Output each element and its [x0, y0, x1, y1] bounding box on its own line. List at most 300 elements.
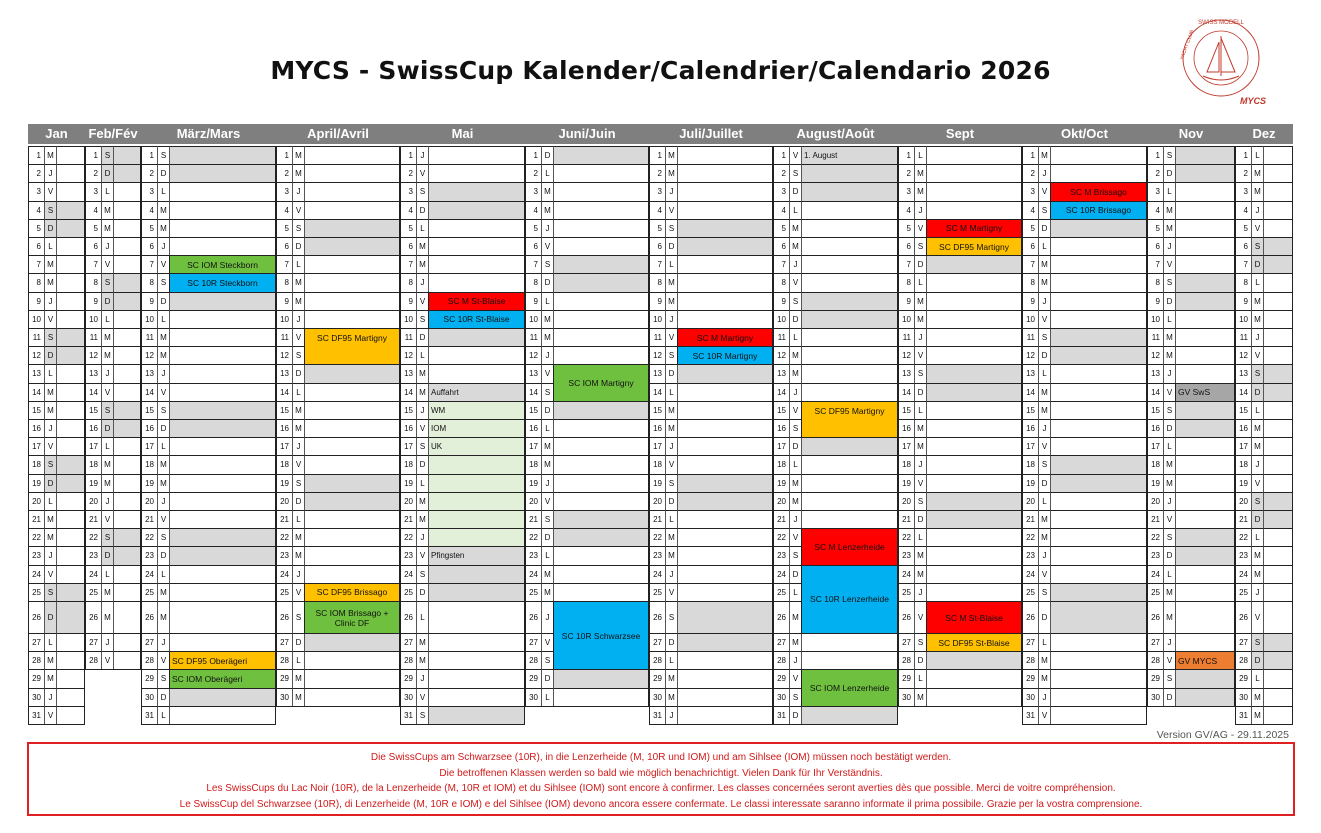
day-event-cell[interactable] — [1263, 310, 1293, 328]
day-event-cell[interactable] — [553, 565, 649, 583]
day-event-cell[interactable] — [169, 237, 276, 255]
day-event-cell[interactable] — [1050, 633, 1147, 651]
day-event-cell[interactable] — [56, 164, 85, 182]
day-event-cell[interactable] — [553, 346, 649, 364]
day-event-cell[interactable] — [56, 346, 85, 364]
event-block[interactable]: SC M Martigny — [677, 328, 773, 347]
day-event-cell[interactable] — [801, 328, 898, 346]
day-event-cell[interactable] — [677, 546, 773, 564]
day-event-cell[interactable] — [304, 255, 400, 273]
day-event-cell[interactable] — [304, 164, 400, 182]
day-event-cell[interactable] — [553, 201, 649, 219]
day-event-cell[interactable] — [304, 510, 400, 528]
day-event-cell[interactable] — [677, 401, 773, 419]
day-event-cell[interactable] — [113, 364, 141, 382]
day-event-cell[interactable] — [428, 474, 525, 492]
event-block[interactable]: SC 10R Brissago — [1050, 201, 1147, 220]
day-event-cell[interactable] — [553, 164, 649, 182]
day-event-cell[interactable] — [1175, 455, 1235, 473]
day-event-cell[interactable] — [304, 633, 400, 651]
day-event-cell[interactable] — [1175, 474, 1235, 492]
day-event-cell[interactable] — [553, 310, 649, 328]
day-event-cell[interactable] — [113, 510, 141, 528]
day-event-cell[interactable] — [113, 201, 141, 219]
day-event-cell[interactable] — [1175, 401, 1235, 419]
day-event-cell[interactable] — [1175, 528, 1235, 546]
day-event-cell[interactable] — [56, 669, 85, 687]
day-event-cell[interactable] — [926, 182, 1022, 200]
day-event-cell[interactable] — [1263, 669, 1293, 687]
day-event-cell[interactable] — [677, 633, 773, 651]
day-event-cell[interactable] — [677, 182, 773, 200]
day-event-cell[interactable] — [1175, 601, 1235, 633]
day-event-cell[interactable] — [677, 510, 773, 528]
event-block[interactable]: SC IOM Lenzerheide — [801, 669, 898, 706]
day-event-cell[interactable] — [926, 401, 1022, 419]
day-event-cell[interactable] — [1175, 633, 1235, 651]
day-event-cell[interactable] — [553, 182, 649, 200]
day-event-cell[interactable] — [1175, 565, 1235, 583]
day-event-cell[interactable] — [801, 292, 898, 310]
day-event-cell[interactable] — [56, 510, 85, 528]
day-event-cell[interactable] — [801, 383, 898, 401]
day-event-cell[interactable] — [113, 651, 141, 669]
day-event-cell[interactable] — [1263, 633, 1293, 651]
event-block[interactable]: SC DF95 Martigny — [926, 237, 1022, 256]
day-event-cell[interactable] — [1175, 219, 1235, 237]
day-event-cell[interactable] — [1050, 706, 1147, 724]
day-event-cell[interactable] — [1175, 146, 1235, 164]
day-event-cell[interactable] — [677, 255, 773, 273]
day-event-cell[interactable] — [553, 455, 649, 473]
day-event-cell[interactable] — [1175, 364, 1235, 382]
day-event-cell[interactable] — [1263, 273, 1293, 291]
day-event-cell[interactable] — [1263, 219, 1293, 237]
day-event-cell[interactable] — [1175, 492, 1235, 510]
day-event-cell[interactable] — [304, 565, 400, 583]
day-event-cell[interactable]: WM — [428, 401, 525, 419]
day-event-cell[interactable] — [1050, 310, 1147, 328]
day-event-cell[interactable] — [926, 292, 1022, 310]
day-event-cell[interactable] — [553, 237, 649, 255]
event-block[interactable]: SC 10R Martigny — [677, 346, 773, 365]
day-event-cell[interactable] — [304, 146, 400, 164]
day-event-cell[interactable] — [56, 401, 85, 419]
day-event-cell[interactable] — [553, 255, 649, 273]
day-event-cell[interactable] — [1263, 706, 1293, 724]
event-block[interactable]: SC M St-Blaise — [428, 292, 525, 311]
day-event-cell[interactable] — [1263, 688, 1293, 706]
day-event-cell[interactable] — [1263, 565, 1293, 583]
day-event-cell[interactable]: 1. August — [801, 146, 898, 164]
day-event-cell[interactable] — [56, 546, 85, 564]
day-event-cell[interactable] — [1175, 255, 1235, 273]
day-event-cell[interactable] — [169, 201, 276, 219]
day-event-cell[interactable] — [56, 364, 85, 382]
day-event-cell[interactable] — [1175, 437, 1235, 455]
day-event-cell[interactable] — [169, 219, 276, 237]
day-event-cell[interactable] — [1263, 201, 1293, 219]
day-event-cell[interactable] — [56, 601, 85, 633]
day-event-cell[interactable] — [677, 565, 773, 583]
day-event-cell[interactable] — [677, 601, 773, 633]
day-event-cell[interactable] — [1050, 328, 1147, 346]
event-block[interactable]: SC M St-Blaise — [926, 601, 1022, 634]
day-event-cell[interactable] — [1263, 164, 1293, 182]
day-event-cell[interactable] — [113, 182, 141, 200]
day-event-cell[interactable] — [304, 651, 400, 669]
event-block[interactable]: SC 10R St-Blaise — [428, 310, 525, 329]
day-event-cell[interactable] — [553, 419, 649, 437]
day-event-cell[interactable] — [428, 601, 525, 633]
day-event-cell[interactable] — [553, 437, 649, 455]
day-event-cell[interactable] — [113, 565, 141, 583]
day-event-cell[interactable] — [304, 364, 400, 382]
day-event-cell[interactable] — [304, 492, 400, 510]
day-event-cell[interactable] — [56, 383, 85, 401]
day-event-cell[interactable] — [169, 633, 276, 651]
day-event-cell[interactable] — [677, 651, 773, 669]
day-event-cell[interactable] — [1175, 182, 1235, 200]
day-event-cell[interactable] — [304, 455, 400, 473]
day-event-cell[interactable] — [169, 364, 276, 382]
day-event-cell[interactable] — [304, 273, 400, 291]
event-block[interactable]: SC DF95 Martigny — [801, 401, 898, 438]
day-event-cell[interactable] — [926, 419, 1022, 437]
day-event-cell[interactable] — [926, 273, 1022, 291]
day-event-cell[interactable] — [428, 182, 525, 200]
day-event-cell[interactable] — [169, 706, 276, 724]
day-event-cell[interactable] — [169, 292, 276, 310]
day-event-cell[interactable] — [113, 528, 141, 546]
day-event-cell[interactable] — [553, 669, 649, 687]
day-event-cell[interactable] — [113, 601, 141, 633]
day-event-cell[interactable] — [169, 328, 276, 346]
day-event-cell[interactable] — [113, 401, 141, 419]
day-event-cell[interactable] — [113, 219, 141, 237]
day-event-cell[interactable] — [1050, 437, 1147, 455]
day-event-cell[interactable] — [677, 364, 773, 382]
day-event-cell[interactable] — [801, 182, 898, 200]
day-event-cell[interactable] — [113, 164, 141, 182]
day-event-cell[interactable] — [113, 328, 141, 346]
day-event-cell[interactable] — [553, 688, 649, 706]
day-event-cell[interactable] — [926, 255, 1022, 273]
day-event-cell[interactable] — [113, 492, 141, 510]
day-event-cell[interactable] — [304, 401, 400, 419]
day-event-cell[interactable] — [113, 346, 141, 364]
day-event-cell[interactable] — [926, 437, 1022, 455]
day-event-cell[interactable] — [926, 164, 1022, 182]
day-event-cell[interactable] — [677, 706, 773, 724]
day-event-cell[interactable] — [304, 437, 400, 455]
day-event-cell[interactable] — [113, 273, 141, 291]
day-event-cell[interactable] — [801, 633, 898, 651]
day-event-cell[interactable] — [1050, 401, 1147, 419]
day-event-cell[interactable] — [169, 492, 276, 510]
day-event-cell[interactable] — [1175, 419, 1235, 437]
day-event-cell[interactable] — [926, 328, 1022, 346]
day-event-cell[interactable] — [926, 688, 1022, 706]
day-event-cell[interactable] — [428, 565, 525, 583]
day-event-cell[interactable] — [304, 219, 400, 237]
day-event-cell[interactable] — [801, 237, 898, 255]
day-event-cell[interactable] — [428, 255, 525, 273]
day-event-cell[interactable] — [1050, 688, 1147, 706]
day-event-cell[interactable] — [113, 383, 141, 401]
event-block[interactable]: SC IOM Martigny — [553, 364, 649, 401]
day-event-cell[interactable] — [169, 401, 276, 419]
day-event-cell[interactable]: Pfingsten — [428, 546, 525, 564]
event-block[interactable]: SC DF95 Oberägeri — [169, 651, 276, 670]
day-event-cell[interactable] — [428, 164, 525, 182]
day-event-cell[interactable] — [553, 292, 649, 310]
day-event-cell[interactable] — [801, 510, 898, 528]
day-event-cell[interactable] — [1050, 651, 1147, 669]
day-event-cell[interactable] — [677, 201, 773, 219]
day-event-cell[interactable] — [1050, 528, 1147, 546]
day-event-cell[interactable] — [677, 310, 773, 328]
day-event-cell[interactable] — [1175, 237, 1235, 255]
day-event-cell[interactable] — [926, 146, 1022, 164]
day-event-cell[interactable] — [677, 437, 773, 455]
day-event-cell[interactable] — [801, 437, 898, 455]
day-event-cell[interactable] — [428, 583, 525, 601]
day-event-cell[interactable] — [1175, 201, 1235, 219]
day-event-cell[interactable] — [169, 601, 276, 633]
day-event-cell[interactable] — [113, 583, 141, 601]
day-event-cell[interactable]: IOM — [428, 419, 525, 437]
day-event-cell[interactable] — [169, 346, 276, 364]
day-event-cell[interactable] — [677, 474, 773, 492]
day-event-cell[interactable] — [56, 237, 85, 255]
event-block[interactable]: SC DF95 St-Blaise — [926, 633, 1022, 652]
day-event-cell[interactable] — [801, 310, 898, 328]
day-event-cell[interactable] — [1263, 182, 1293, 200]
day-event-cell[interactable] — [113, 255, 141, 273]
day-event-cell[interactable] — [926, 310, 1022, 328]
day-event-cell[interactable]: Auffahrt — [428, 383, 525, 401]
day-event-cell[interactable] — [677, 292, 773, 310]
day-event-cell[interactable] — [169, 528, 276, 546]
day-event-cell[interactable] — [801, 492, 898, 510]
day-event-cell[interactable] — [428, 633, 525, 651]
day-event-cell[interactable] — [1050, 255, 1147, 273]
day-event-cell[interactable]: UK — [428, 437, 525, 455]
day-event-cell[interactable] — [1175, 273, 1235, 291]
day-event-cell[interactable] — [56, 310, 85, 328]
day-event-cell[interactable] — [56, 474, 85, 492]
day-event-cell[interactable] — [1263, 383, 1293, 401]
day-event-cell[interactable] — [56, 182, 85, 200]
day-event-cell[interactable] — [553, 546, 649, 564]
day-event-cell[interactable] — [926, 455, 1022, 473]
event-block[interactable]: SC DF95 Martigny — [304, 328, 400, 365]
day-event-cell[interactable] — [1050, 273, 1147, 291]
day-event-cell[interactable] — [169, 164, 276, 182]
day-event-cell[interactable] — [677, 383, 773, 401]
day-event-cell[interactable] — [677, 455, 773, 473]
day-event-cell[interactable] — [428, 688, 525, 706]
event-block[interactable]: GV SwS — [1175, 383, 1235, 402]
day-event-cell[interactable] — [677, 219, 773, 237]
day-event-cell[interactable] — [553, 146, 649, 164]
day-event-cell[interactable] — [428, 364, 525, 382]
day-event-cell[interactable] — [304, 688, 400, 706]
day-event-cell[interactable] — [926, 492, 1022, 510]
day-event-cell[interactable] — [677, 164, 773, 182]
day-event-cell[interactable] — [113, 474, 141, 492]
day-event-cell[interactable] — [56, 688, 85, 706]
day-event-cell[interactable] — [1175, 292, 1235, 310]
day-event-cell[interactable] — [428, 510, 525, 528]
day-event-cell[interactable] — [56, 565, 85, 583]
day-event-cell[interactable] — [169, 437, 276, 455]
day-event-cell[interactable] — [113, 146, 141, 164]
day-event-cell[interactable] — [926, 669, 1022, 687]
day-event-cell[interactable] — [304, 474, 400, 492]
day-event-cell[interactable] — [56, 146, 85, 164]
day-event-cell[interactable] — [1263, 292, 1293, 310]
day-event-cell[interactable] — [1050, 419, 1147, 437]
day-event-cell[interactable] — [1263, 364, 1293, 382]
day-event-cell[interactable] — [169, 146, 276, 164]
day-event-cell[interactable] — [1175, 546, 1235, 564]
day-event-cell[interactable] — [677, 583, 773, 601]
event-block[interactable]: SC M Lenzerheide — [801, 528, 898, 565]
day-event-cell[interactable] — [428, 328, 525, 346]
day-event-cell[interactable] — [926, 510, 1022, 528]
day-event-cell[interactable] — [677, 237, 773, 255]
day-event-cell[interactable] — [1263, 255, 1293, 273]
day-event-cell[interactable] — [1263, 474, 1293, 492]
day-event-cell[interactable] — [1263, 651, 1293, 669]
day-event-cell[interactable] — [801, 164, 898, 182]
day-event-cell[interactable] — [801, 474, 898, 492]
day-event-cell[interactable] — [1263, 437, 1293, 455]
event-block[interactable]: SC IOM Oberägeri — [169, 669, 276, 688]
day-event-cell[interactable] — [56, 255, 85, 273]
day-event-cell[interactable] — [1050, 474, 1147, 492]
event-block[interactable]: SC 10R Steckborn — [169, 273, 276, 292]
day-event-cell[interactable] — [304, 292, 400, 310]
day-event-cell[interactable] — [677, 528, 773, 546]
day-event-cell[interactable] — [428, 146, 525, 164]
day-event-cell[interactable] — [1263, 401, 1293, 419]
day-event-cell[interactable] — [677, 492, 773, 510]
day-event-cell[interactable] — [169, 688, 276, 706]
day-event-cell[interactable] — [56, 292, 85, 310]
day-event-cell[interactable] — [1050, 583, 1147, 601]
day-event-cell[interactable] — [1263, 583, 1293, 601]
day-event-cell[interactable] — [926, 546, 1022, 564]
day-event-cell[interactable] — [169, 474, 276, 492]
day-event-cell[interactable] — [801, 201, 898, 219]
day-event-cell[interactable] — [1050, 510, 1147, 528]
event-block[interactable]: SC M Martigny — [926, 219, 1022, 238]
day-event-cell[interactable] — [56, 651, 85, 669]
day-event-cell[interactable] — [56, 437, 85, 455]
day-event-cell[interactable] — [553, 492, 649, 510]
day-event-cell[interactable] — [926, 201, 1022, 219]
day-event-cell[interactable] — [926, 383, 1022, 401]
day-event-cell[interactable] — [1175, 310, 1235, 328]
day-event-cell[interactable] — [1050, 492, 1147, 510]
day-event-cell[interactable] — [801, 651, 898, 669]
day-event-cell[interactable] — [113, 633, 141, 651]
day-event-cell[interactable] — [113, 237, 141, 255]
day-event-cell[interactable] — [1263, 419, 1293, 437]
day-event-cell[interactable] — [1050, 669, 1147, 687]
day-event-cell[interactable] — [169, 583, 276, 601]
day-event-cell[interactable] — [428, 492, 525, 510]
day-event-cell[interactable] — [1050, 455, 1147, 473]
day-event-cell[interactable] — [926, 583, 1022, 601]
day-event-cell[interactable] — [428, 237, 525, 255]
day-event-cell[interactable] — [428, 201, 525, 219]
day-event-cell[interactable] — [801, 455, 898, 473]
day-event-cell[interactable] — [1175, 346, 1235, 364]
day-event-cell[interactable] — [677, 419, 773, 437]
day-event-cell[interactable] — [1175, 510, 1235, 528]
day-event-cell[interactable] — [169, 383, 276, 401]
day-event-cell[interactable] — [553, 474, 649, 492]
day-event-cell[interactable] — [1263, 328, 1293, 346]
event-block[interactable]: SC IOM Brissago + Clinic DF — [304, 601, 400, 634]
day-event-cell[interactable] — [1175, 328, 1235, 346]
day-event-cell[interactable] — [1175, 688, 1235, 706]
day-event-cell[interactable] — [304, 528, 400, 546]
day-event-cell[interactable] — [1050, 146, 1147, 164]
day-event-cell[interactable] — [1050, 565, 1147, 583]
day-event-cell[interactable] — [428, 706, 525, 724]
day-event-cell[interactable] — [553, 528, 649, 546]
day-event-cell[interactable] — [304, 546, 400, 564]
day-event-cell[interactable] — [169, 546, 276, 564]
day-event-cell[interactable] — [801, 273, 898, 291]
day-event-cell[interactable] — [56, 528, 85, 546]
day-event-cell[interactable] — [169, 310, 276, 328]
day-event-cell[interactable] — [1263, 601, 1293, 633]
day-event-cell[interactable] — [1263, 528, 1293, 546]
day-event-cell[interactable] — [801, 364, 898, 382]
day-event-cell[interactable] — [169, 510, 276, 528]
day-event-cell[interactable] — [1050, 346, 1147, 364]
day-event-cell[interactable] — [677, 688, 773, 706]
day-event-cell[interactable] — [1263, 146, 1293, 164]
day-event-cell[interactable] — [113, 292, 141, 310]
day-event-cell[interactable] — [56, 419, 85, 437]
day-event-cell[interactable] — [304, 237, 400, 255]
day-event-cell[interactable] — [428, 669, 525, 687]
day-event-cell[interactable] — [113, 419, 141, 437]
day-event-cell[interactable] — [1050, 237, 1147, 255]
day-event-cell[interactable] — [553, 401, 649, 419]
day-event-cell[interactable] — [304, 383, 400, 401]
day-event-cell[interactable] — [304, 201, 400, 219]
day-event-cell[interactable] — [304, 419, 400, 437]
day-event-cell[interactable] — [169, 419, 276, 437]
day-event-cell[interactable] — [677, 669, 773, 687]
day-event-cell[interactable] — [1175, 164, 1235, 182]
day-event-cell[interactable] — [1263, 237, 1293, 255]
day-event-cell[interactable] — [428, 273, 525, 291]
day-event-cell[interactable] — [801, 706, 898, 724]
day-event-cell[interactable] — [113, 455, 141, 473]
day-event-cell[interactable] — [1050, 546, 1147, 564]
day-event-cell[interactable] — [1175, 583, 1235, 601]
day-event-cell[interactable] — [56, 219, 85, 237]
